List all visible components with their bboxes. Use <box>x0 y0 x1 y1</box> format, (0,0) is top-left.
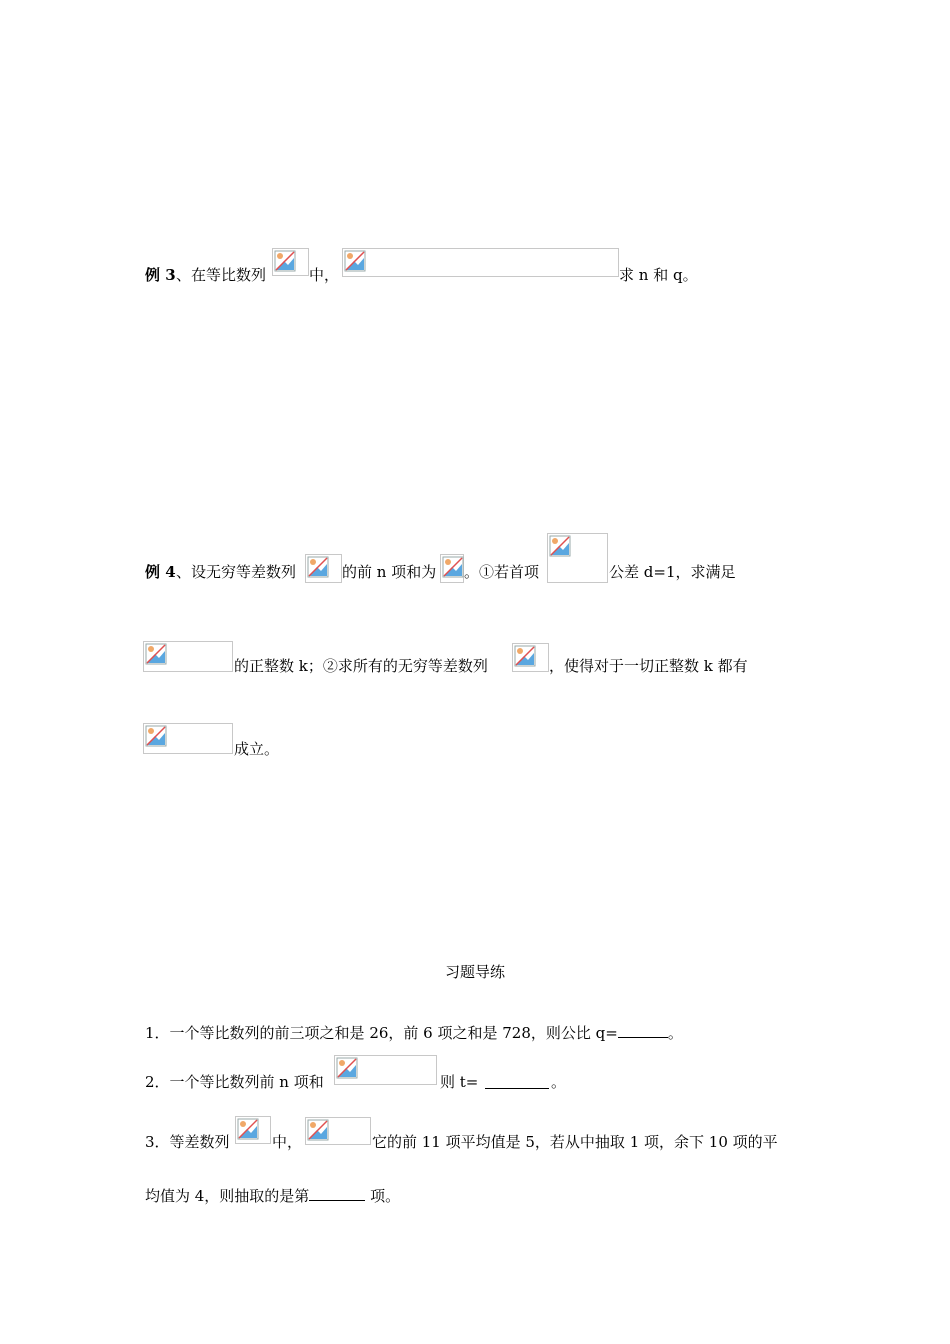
exercise-3-text-d: 均值为 4，则抽取的是第 <box>145 1187 310 1205</box>
example4-label: 例 4 <box>145 563 176 581</box>
broken-image-icon <box>440 554 464 583</box>
broken-image-icon <box>334 1055 437 1085</box>
exercise-2-text-b: 则 t= <box>440 1073 479 1091</box>
example4-text-g: 成立。 <box>234 740 280 758</box>
example4-text-e: 的正整数 k；②求所有的无穷等差数列 <box>234 657 488 675</box>
answer-blank <box>485 1074 549 1089</box>
exercise-3-end: 项。 <box>365 1187 401 1205</box>
broken-image-icon <box>547 533 608 583</box>
exercise-1-end: 。 <box>667 1024 683 1042</box>
exercise-3-text-a: 3．等差数列 <box>145 1133 230 1151</box>
example3-label: 例 3 <box>145 266 176 284</box>
example3-text-a: 、在等比数列 <box>176 266 267 284</box>
example4-text-a: 、设无穷等差数列 <box>176 563 297 581</box>
example4-text-c: 。①若首项 <box>464 563 540 581</box>
broken-image-icon <box>235 1116 271 1144</box>
broken-image-icon <box>342 248 619 277</box>
broken-image-icon <box>305 554 342 583</box>
exercise-2-end: 。 <box>551 1073 567 1091</box>
example3-text-b: 中， <box>309 266 340 284</box>
answer-blank <box>618 1023 668 1038</box>
exercise-3-continued <box>145 1186 400 1206</box>
broken-image-icon <box>143 723 233 754</box>
example4-text-f: ，使得对于一切正整数 k 都有 <box>549 657 748 675</box>
exercise-2-text-a: 2．一个等比数列前 n 项和 <box>145 1073 324 1091</box>
example4-text-d: 公差 d=1，求满足 <box>609 563 736 581</box>
broken-image-icon <box>305 1117 371 1145</box>
exercise-3-text-c: 它的前 11 项平均值是 5，若从中抽取 1 项，余下 10 项的平 <box>372 1133 778 1151</box>
broken-image-icon <box>512 643 549 672</box>
broken-image-icon <box>272 248 309 276</box>
answer-blank <box>309 1186 365 1201</box>
exercise-3-text-b: 中， <box>272 1133 303 1151</box>
exercise-1 <box>145 1023 683 1043</box>
exercise-1-text: 1．一个等比数列的前三项之和是 26，前 6 项之和是 728，则公比 q= <box>145 1024 618 1042</box>
exercises-title: 习题导练 <box>444 963 505 981</box>
example3-text-c: 求 n 和 q。 <box>619 266 698 284</box>
example4-text-b: 的前 n 项和为 <box>342 563 437 581</box>
broken-image-icon <box>143 641 233 672</box>
